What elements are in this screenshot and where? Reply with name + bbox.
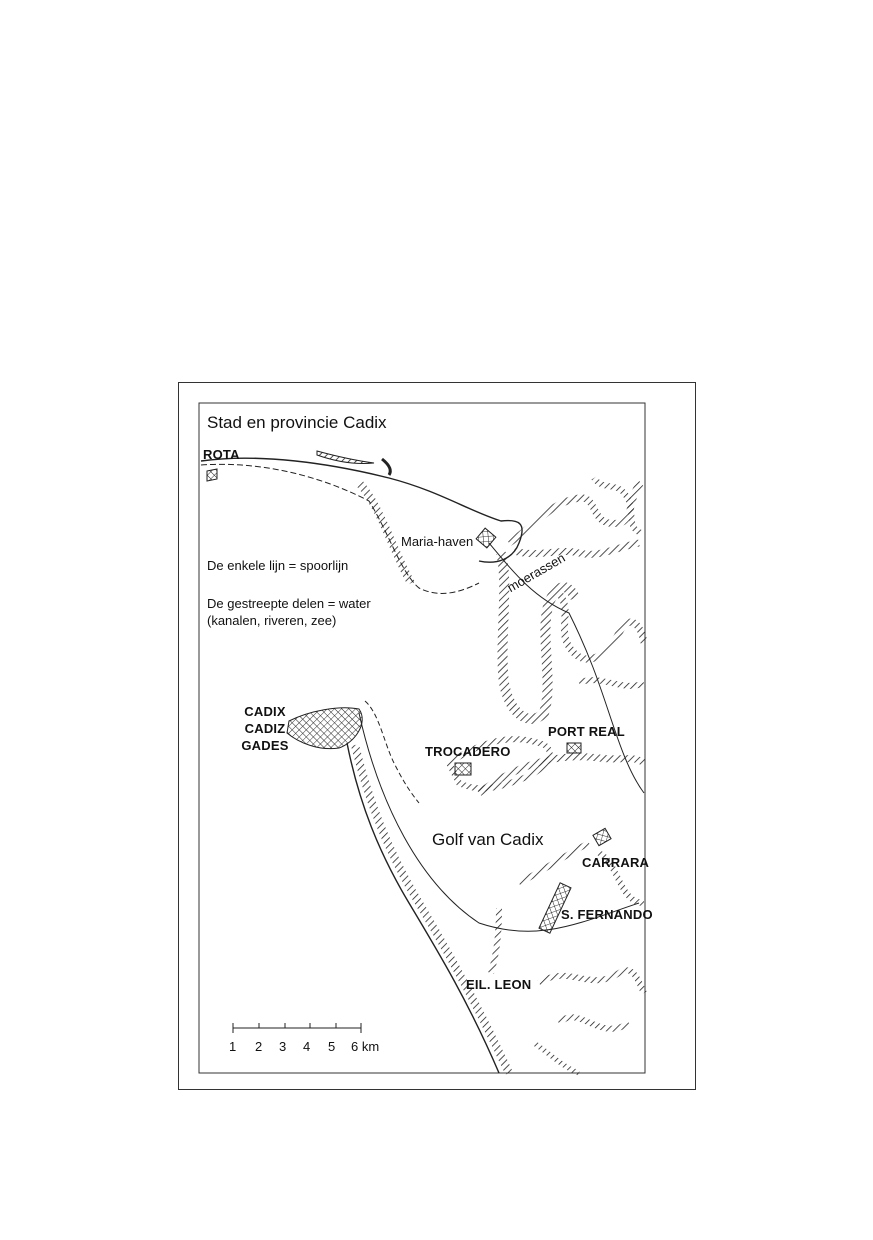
port-real-town [567,743,581,753]
scale-label-6km: 6 km [351,1039,380,1054]
south-channels-2 [539,970,644,993]
label-port-real: PORT REAL [548,724,625,739]
north-shore-hatch-2 [359,483,411,583]
label-carrara: CARRARA [582,855,650,870]
sandbar-3 [207,469,217,481]
scale-label-5: 5 [328,1039,336,1054]
label-cadiz: CADIZ [244,721,286,736]
north-shore-hatch [201,464,479,593]
scale-label-3: 3 [279,1039,287,1054]
cadix-peninsula [287,708,362,749]
scale-bar [233,1023,361,1033]
label-cadix-group [237,703,293,754]
cadix-bay-edge [365,701,419,803]
south-channels-4 [534,1043,579,1073]
label-rota: ROTA [203,447,240,462]
bay-south-shore [519,843,589,883]
scale-label-4: 4 [303,1039,311,1054]
map-title: Stad en provincie Cadix [207,413,387,432]
cadix-isthmus-hatch [355,745,509,1073]
scale-label-2: 2 [255,1039,263,1054]
label-golf: Golf van Cadix [432,830,544,849]
label-trocadero: TROCADERO [425,744,511,759]
marsh-channel-3 [559,593,644,659]
sandbar-1 [317,451,374,464]
legend-water: De gestreepte delen = water [207,596,371,611]
south-channels-3 [559,1017,629,1029]
legend-water-examples: (kanalen, riveren, zee) [207,613,337,628]
label-maria-haven: Maria-haven [401,534,474,549]
southern-creek [491,908,499,973]
label-eil-leon: EIL. LEON [466,977,532,992]
carrara-town [593,828,611,845]
marsh-channel-2 [514,543,639,554]
label-moerassen: moerassen [504,549,568,596]
scale-label-1: 1 [229,1039,237,1054]
label-cadix: CADIX [244,704,286,719]
maria-haven-town [476,528,496,548]
trocadero-town [455,763,471,775]
north-coastline [201,458,522,562]
sandbar-2 [382,459,390,475]
legend-railway: De enkele lijn = spoorlijn [207,558,349,573]
marsh-channel-5 [579,680,644,686]
label-gades: GADES [241,738,289,753]
label-s-fernando: S. FERNANDO [561,907,653,922]
map-frame [178,382,696,1090]
